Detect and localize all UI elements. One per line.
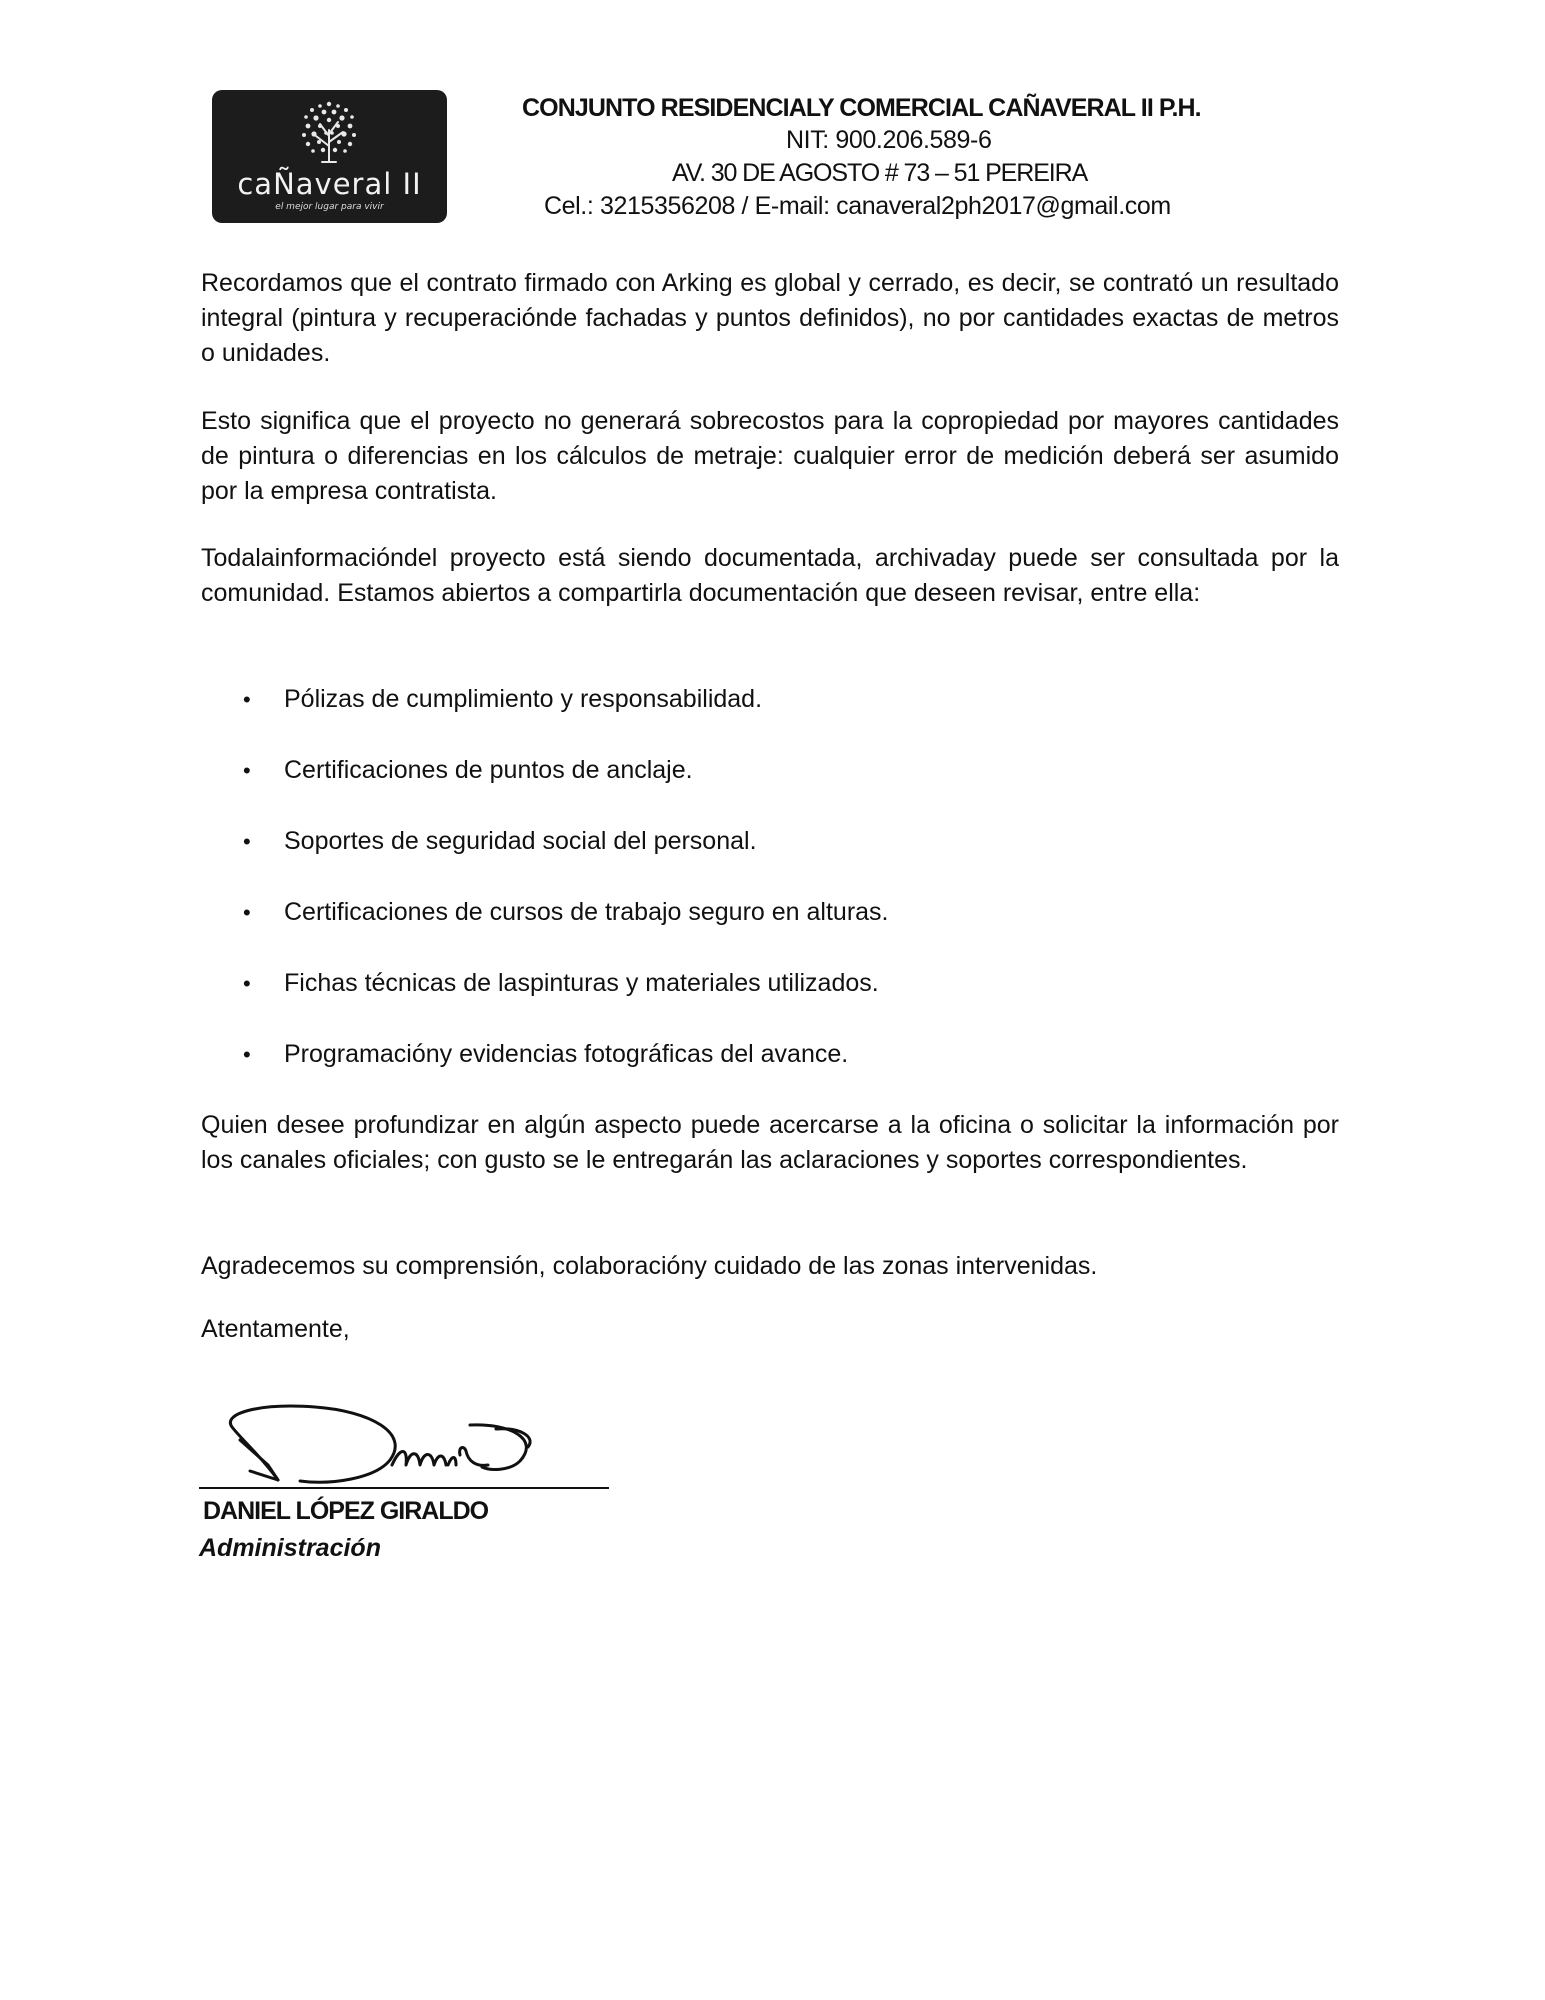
- list-item: [201, 824, 1301, 895]
- signer-role: Administración: [199, 1534, 381, 1562]
- bullet: •: [243, 829, 251, 854]
- signer-name: DANIEL LÓPEZ GIRALDO: [203, 1497, 489, 1525]
- list-item: [201, 895, 1301, 966]
- list-item: [201, 966, 1301, 1037]
- list-item-text: Fichas técnicas de laspinturas y materiales utilizados.: [284, 969, 879, 997]
- paragraph-contract: Recordamos que el contrato firmado con Arking es global y cerrado, es decir, se contrató un resultado integral (pintura y recuperaciónde fachadas y puntos definidos), no por cantidades exactas de metros o unidades.: [201, 269, 1339, 367]
- bullet: •: [243, 900, 251, 925]
- bullet: •: [243, 687, 251, 712]
- paragraph-costs: Esto significa que el proyecto no generará sobrecostos para la copropiedad por mayores cantidades de pintura o diferencias en los cálculos de metraje: cualquier error de medición deberá ser asumido por la empresa contratista.: [201, 407, 1339, 505]
- logo-wordmark: caÑaveral II: [237, 167, 422, 201]
- list-item-text: Programacióny evidencias fotográficas del avance.: [284, 1040, 849, 1068]
- bullet: •: [243, 758, 251, 783]
- list-item-text: Soportes de seguridad social del personal.: [284, 827, 757, 855]
- organization-address: AV. 30 DE AGOSTO # 73 – 51 PEREIRA: [672, 159, 1088, 187]
- organization-title: CONJUNTO RESIDENCIALY COMERCIAL CAÑAVERAL II P.H.: [522, 94, 1201, 122]
- list-item: [201, 753, 1301, 824]
- paragraph-thanks: Agradecemos su comprensión, colaboracióny cuidado de las zonas intervenidas.: [201, 1252, 1098, 1280]
- list-item-text: Certificaciones de cursos de trabajo seguro en alturas.: [284, 898, 889, 926]
- list-item: [201, 682, 1301, 753]
- closing-salutation: Atentamente,: [201, 1315, 350, 1343]
- handwritten-signature: [220, 1385, 580, 1495]
- paragraph-documentation: Todalainformacióndel proyecto está siendo documentada, archivaday puede ser consultada por la comunidad. Estamos abiertos a compartirla documentación que deseen revisar, entre ella:: [201, 544, 1339, 607]
- documentation-list: [201, 682, 1301, 1108]
- bullet: •: [243, 971, 251, 996]
- canaveral-logo: [212, 90, 447, 223]
- bullet: •: [243, 1042, 251, 1067]
- organization-contact: Cel.: 3215356208 / E-mail: canaveral2ph2017@gmail.com: [544, 192, 1171, 220]
- organization-nit: NIT: 900.206.589-6: [786, 126, 992, 154]
- logo-tagline: el mejor lugar para vivir: [275, 202, 384, 212]
- list-item: [201, 1037, 1301, 1108]
- list-item-text: Pólizas de cumplimiento y responsabilidad.: [284, 685, 763, 713]
- paragraph-inquiries: Quien desee profundizar en algún aspecto puede acercarse a la oficina o solicitar la información por los canales oficiales; con gusto se le entregarán las aclaraciones y soportes correspondientes.: [201, 1111, 1339, 1174]
- list-item-text: Certificaciones de puntos de anclaje.: [284, 756, 693, 784]
- signature-line: [199, 1487, 609, 1489]
